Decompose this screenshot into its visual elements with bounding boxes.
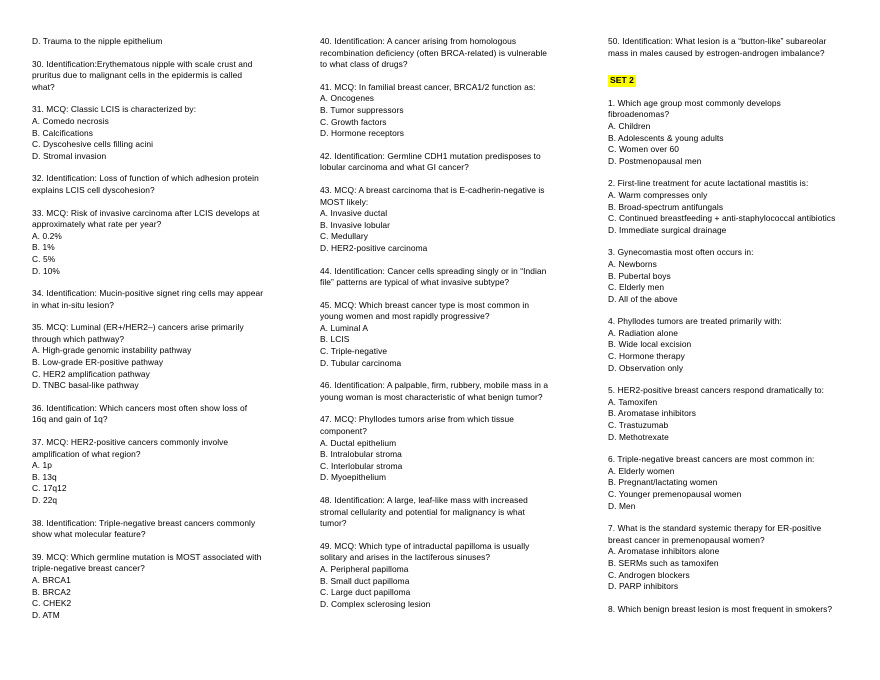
set-heading: SET 2 [610, 75, 634, 86]
question-text-line: to what class of drugs? [320, 59, 408, 70]
answer-option: C. Women over 60 [608, 144, 680, 155]
question-text-line: 42. Identification: Germline CDH1 mutation predisposes to [320, 150, 541, 161]
question-text-line: mass in males caused by estrogen-androgen imbalance? [608, 47, 825, 58]
question-text-line: tumor? [320, 518, 347, 529]
answer-option: D. 10% [32, 265, 60, 276]
question-text-line: 50. Identification: What lesion is a “button-like” subareolar [608, 36, 827, 46]
answer-option: A. Peripheral papilloma [320, 563, 409, 574]
question-text-line: young woman is most characteristic of what benign tumor? [320, 391, 543, 402]
answer-option: B. 1% [32, 242, 55, 253]
answer-option: D. PARP inhibitors [608, 581, 679, 592]
answer-option: D. Methotrexate [608, 431, 669, 442]
answer-option: B. Adolescents & young adults [608, 132, 724, 143]
set-heading-wrapper [608, 70, 870, 98]
answer-option: D. All of the above [608, 293, 678, 304]
answer-option: C. Hormone therapy [608, 351, 685, 362]
answer-option: C. Medullary [320, 231, 369, 242]
question-text-line: show what molecular feature? [32, 529, 146, 540]
question-block [320, 151, 582, 174]
column-2 [320, 36, 582, 670]
question-text-line: 48. Identification: A large, leaf-like mass with increased [320, 495, 528, 505]
question-block [32, 437, 294, 507]
question-block [320, 82, 582, 140]
answer-option: C. Elderly men [608, 282, 665, 293]
question-block [32, 208, 294, 278]
answer-option: D. Trauma to the nipple epithelium [32, 36, 163, 46]
question-text-line: MOST likely: [320, 196, 369, 207]
question-text-line: 33. MCQ: Risk of invasive carcinoma after LCIS develops at [32, 207, 260, 218]
three-column-layout [32, 36, 852, 670]
answer-option: B. Calcifications [32, 127, 94, 138]
answer-option: B. LCIS [320, 334, 350, 345]
question-block [608, 604, 870, 616]
answer-option: C. Trastuzumab [608, 420, 669, 431]
question-block [320, 36, 582, 71]
answer-option: D. HER2-positive carcinoma [320, 242, 428, 253]
answer-option: D. Observation only [608, 362, 684, 373]
question-text-line: 4. Phyllodes tumors are treated primarily with: [608, 316, 782, 327]
question-text-line: 49. MCQ: Which type of intraductal papilloma is usually [320, 540, 530, 551]
question-text-line: 47. MCQ: Phyllodes tumors arise from which tissue [320, 414, 515, 425]
question-text-line: 43. MCQ: A breast carcinoma that is E-cadherin-negative is [320, 184, 545, 195]
question-text-line: pruritus due to malignant cells in the epidermis is called [32, 70, 243, 81]
question-text-line: what? [32, 81, 55, 92]
question-text-line: 41. MCQ: In familial breast cancer, BRCA1/2 function as: [320, 81, 536, 92]
question-block [32, 322, 294, 392]
question-text-line: 38. Identification: Triple-negative breast cancers commonly [32, 517, 256, 528]
answer-option: B. Invasive lobular [320, 219, 391, 230]
question-block [320, 185, 582, 255]
question-block [32, 104, 294, 162]
question-block [32, 403, 294, 426]
answer-option: B. SERMs such as tamoxifen [608, 557, 719, 568]
question-text-line: 7. What is the standard systemic therapy for ER-positive [608, 523, 822, 534]
answer-option: C. Continued breastfeeding + anti-staphylococcal antibiotics [608, 213, 836, 224]
question-block [608, 385, 870, 443]
question-text-line: 16q and gain of 1q? [32, 414, 108, 425]
answer-option: C. HER2 amplification pathway [32, 368, 150, 379]
question-text-line: amplification of what region? [32, 448, 141, 459]
answer-option: A. Luminal A [320, 322, 369, 333]
answer-option: C. CHEK2 [32, 598, 72, 609]
answer-option: D. Immediate surgical drainage [608, 224, 727, 235]
question-text-line: solitary and arises in the lactiferous sinuses? [320, 552, 491, 563]
answer-option: A. 0.2% [32, 230, 62, 241]
answer-option: B. Low-grade ER-positive pathway [32, 357, 164, 368]
answer-option: D. Tubular carcinoma [320, 357, 402, 368]
question-block [320, 541, 582, 611]
question-text-line: 32. Identification: Loss of function of which adhesion protein [32, 173, 259, 184]
question-text-line: lobular carcinoma and what GI cancer? [320, 162, 469, 173]
question-text-line: fibroadenomas? [608, 109, 670, 120]
question-text-line: in what in-situ lesion? [32, 299, 115, 310]
question-block [320, 414, 582, 484]
question-block [320, 300, 582, 370]
answer-option: A. Radiation alone [608, 327, 678, 338]
answer-option: C. Large duct papilloma [320, 587, 411, 598]
question-text-line: breast cancer in premenopausal women? [608, 534, 765, 545]
answer-option: A. Invasive ductal [320, 208, 388, 219]
answer-option: C. 17q12 [32, 483, 67, 494]
column-3 [608, 36, 870, 670]
answer-option: A. Newborns [608, 258, 657, 269]
question-block [608, 247, 870, 305]
question-block [32, 552, 294, 622]
question-block [32, 518, 294, 541]
answer-option: C. Interlobular stroma [320, 460, 403, 471]
question-text-line: 46. Identification: A palpable, firm, rubbery, mobile mass in a [320, 380, 549, 391]
answer-option: A. 1p [32, 460, 52, 471]
question-text-line: through which pathway? [32, 333, 125, 344]
question-text-line: 36. Identification: Which cancers most often show loss of [32, 402, 248, 413]
answer-option: B. Pregnant/lactating women [608, 477, 718, 488]
answer-option: D. Stromal invasion [32, 150, 107, 161]
question-text-line: 35. MCQ: Luminal (ER+/HER2–) cancers arise primarily [32, 322, 244, 333]
question-text-line: explains LCIS cell dyscohesion? [32, 184, 155, 195]
question-block [608, 454, 870, 512]
question-block [608, 98, 870, 168]
answer-option: D. Men [608, 500, 636, 511]
continued-option-block [32, 36, 294, 48]
question-block [608, 36, 870, 59]
question-block [320, 495, 582, 530]
answer-option: C. Androgen blockers [608, 569, 690, 580]
answer-option: C. Growth factors [320, 116, 387, 127]
question-text-line: 8. Which benign breast lesion is most frequent in smokers? [608, 603, 833, 614]
question-text-line: recombination deficiency (often BRCA-related) is vulnerable [320, 47, 547, 58]
answer-option: A. Warm compresses only [608, 189, 708, 200]
answer-option: B. 13q [32, 471, 57, 482]
answer-option: A. Children [608, 120, 651, 131]
answer-option: C. Dyscohesive cells filling acini [32, 139, 154, 150]
answer-option: A. Aromatase inhibitors alone [608, 546, 720, 557]
question-text-line: 45. MCQ: Which breast cancer type is most common in [320, 299, 530, 310]
answer-option: A. High-grade genomic instability pathway [32, 345, 192, 356]
question-block [32, 173, 294, 196]
answer-option: A. Oncogenes [320, 93, 375, 104]
question-block [32, 288, 294, 311]
answer-option: B. Pubertal boys [608, 270, 671, 281]
answer-option: D. Myoepithelium [320, 472, 387, 483]
question-text-line: 30. Identification:Erythematous nipple with scale crust and [32, 58, 253, 69]
question-text-line: 2. First-line treatment for acute lactational mastitis is: [608, 178, 809, 189]
answer-option: A. Tamoxifen [608, 396, 658, 407]
question-text-line: 39. MCQ: Which germline mutation is MOST associated with [32, 551, 262, 562]
answer-option: A. Elderly women [608, 465, 675, 476]
answer-option: B. BRCA2 [32, 586, 71, 597]
question-block [320, 380, 582, 403]
answer-option: D. TNBC basal-like pathway [32, 380, 139, 391]
answer-option: D. Hormone receptors [320, 128, 405, 139]
answer-option: D. 22q [32, 495, 58, 505]
question-text-line: stromal cellularity and potential for malignancy is what [320, 506, 525, 517]
question-text-line: triple-negative breast cancer? [32, 563, 145, 574]
question-text-line: 44. Identification: Cancer cells spreading singly or in “Indian [320, 265, 547, 276]
question-text-line: 34. Identification: Mucin-positive signet ring cells may appear [32, 288, 264, 299]
answer-option: A. Comedo necrosis [32, 115, 109, 126]
question-text-line: 31. MCQ: Classic LCIS is characterized by: [32, 104, 197, 115]
answer-option: B. Wide local excision [608, 339, 692, 350]
answer-option: B. Intralobular stroma [320, 449, 402, 460]
answer-option: B. Broad-spectrum antifungals [608, 201, 724, 212]
answer-option: B. Tumor suppressors [320, 104, 404, 115]
question-block [32, 59, 294, 94]
question-block [608, 316, 870, 374]
answer-option: D. Complex sclerosing lesion [320, 598, 431, 609]
question-text-line: component? [320, 426, 367, 437]
question-text-line: approximately what rate per year? [32, 219, 162, 230]
question-block [608, 178, 870, 236]
question-text-line: 5. HER2-positive breast cancers respond dramatically to: [608, 385, 825, 396]
question-block [608, 523, 870, 593]
question-text-line: 1. Which age group most commonly develops [608, 97, 781, 108]
question-text-line: young women and most rapidly progressive? [320, 311, 490, 322]
question-text-line: 3. Gynecomastia most often occurs in: [608, 247, 754, 258]
question-text-line: file” patterns are typical of what invasive subtype? [320, 277, 510, 288]
answer-option: B. Aromatase inhibitors [608, 408, 697, 419]
answer-option: D. ATM [32, 609, 60, 620]
answer-option: D. Postmenopausal men [608, 155, 702, 166]
answer-option: A. Ductal epithelium [320, 437, 397, 448]
answer-option: B. Small duct papilloma [320, 575, 410, 586]
question-text-line: 37. MCQ: HER2-positive cancers commonly involve [32, 437, 229, 448]
answer-option: C. 5% [32, 253, 56, 264]
question-text-line: 40. Identification: A cancer arising from homologous [320, 36, 517, 46]
question-block [320, 266, 582, 289]
column-1 [32, 36, 294, 670]
answer-option: A. BRCA1 [32, 574, 71, 585]
answer-option: C. Younger premenopausal women [608, 489, 742, 499]
question-text-line: 6. Triple-negative breast cancers are most common in: [608, 454, 815, 465]
answer-option: C. Triple-negative [320, 346, 388, 357]
